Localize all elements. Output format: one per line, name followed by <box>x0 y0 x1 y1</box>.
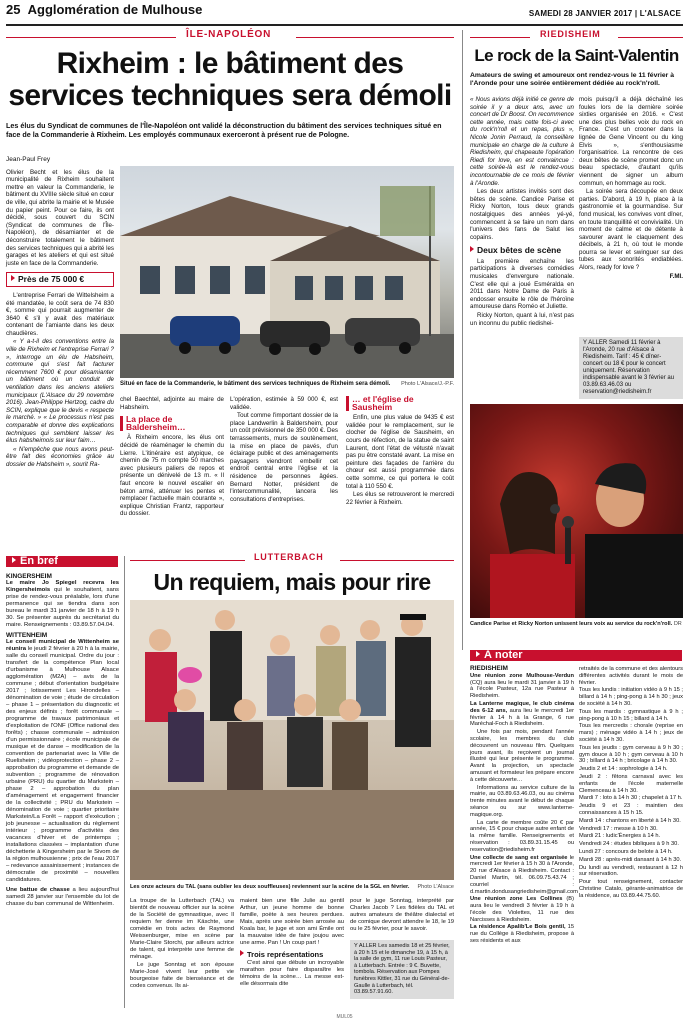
en-bref-column <box>6 573 119 909</box>
main-col2-p2: À Rixheim encore, les élus ont décidé de réaménager le chemin du Lierre. L'itinéraire est atypique, ce chemin de 75 m compte 50 marches avec plusieurs paliers de repos et présente un dénivelé de 13 m. « Il faut encore le nouvel escalier en béton armé, atténuer les pentes et remplacer l'actuelle main courante », explique Christian Frantz, rapporteur du dossier. <box>120 434 224 518</box>
schedule-intro: retraités de la commune et des alentours différentes activités durant le mois de février. <box>579 666 683 686</box>
right-col1-p1: « Nous avions déjà initié ce genre de soirée il y a deux ans, avec un concert de Dr Boost. On recommence cette année, mais cette fois-ci avec du rock'n'roll et un repas, plus », Nicole Jonin Perraud, la conseillère municipale en charge de la culture à Riedisheim, qui chapeaute l'opération Riedi for love, en est convaincue : cette soirée-là est le rendez-vous incontournable de ce mois de février à l'Aronde. <box>470 96 574 187</box>
section-title: Agglomération de Mulhouse <box>27 2 203 17</box>
bref-head-2: Le conseil municipal de Wittenheim se réunira <box>6 639 119 652</box>
bref-text-1: qui le souhaitent, sans prise de rendez-vous préalable, lors d'une permanence qui se tiendra dans son bureau le mardi 31 janvier de 18 h à 19 h 30. Se présenter auprès du secrétariat du maire. Renseignements : 03.89.57.04.04. <box>6 587 120 628</box>
bref-head-3: Une battue de chasse <box>6 887 70 893</box>
main-col2 <box>120 396 224 519</box>
main-col4 <box>346 396 454 507</box>
requiem-col1-p2: Le juge Sonntag et son épouse Marie-José vivent leur petite vie bourgeoise faite de bienséance et de codes convenus. Ils ai- <box>130 962 234 989</box>
a-noter-col2 <box>579 666 683 901</box>
page-header <box>6 2 203 17</box>
note-t-7: 15 rue du Collège à Riedisheim, propose à ses résidents et aux <box>470 924 574 945</box>
schedule-item: Jeudi 2 : fêtons carnaval avec les enfants de l'école maternelle Clemenceau à 14 h 30. <box>579 773 683 794</box>
requiem-caption-text: Les onze acteurs du TAL (sans oublier les deux souffleuses) reviennent sur la scène de la SGL en février. <box>130 884 410 890</box>
requiem-info-text: Y ALLER Les samedis 18 et 25 février, à 20 h 15 et le dimanche 19, à 15 h, à la salle de gym, 11 rue Louis Pasteur, à Lutterbach. Entrée : 9 €. Buvette, tombola. Réservation aux Pompes funèbres Kittler, 31 rue du Général-de-Gaulle à Lutterbach, tél. 03.89.57.91.60. <box>354 943 450 996</box>
main-col1-p3: « Y a-t-il des conventions entre la ville de Rixheim et l'entreprise Ferrari ? », interroge un élu de Habsheim, commune qui s'est fait facturer récemment 7600 € pour désamianter un bâtiment où un conduit de ventilation dans les anciens ateliers municipaux (L'Alsace du 29 novembre 2016). Jean-Philippe Hertzog, cadre du SCIN, explique que le devis « respecte le marché. » « Le processus n'est pas comparable et donne des explications techniques qui semblent laisser les élus habsheimois sur leur faim… <box>6 338 114 445</box>
actors-illustration <box>130 600 454 880</box>
en-bref-banner <box>6 556 118 567</box>
concert-photo <box>470 404 683 618</box>
main-col4-p1: Enfin, une plus value de 9435 € est validée pour le remplacement, sur le clocher de l'église de Sausheim, en cours de réfection, de la statue de saint Laurent, dont l'état de vétusté n'avait pas pu être constaté avant. La mise en peinture des façades de l'arrière du chœur est aussi programmée dans cette somme, ce qui portera le coût total à 110 550 €. <box>346 414 455 490</box>
schedule-item: Tous les mardis : gymnastique à 9 h ; ping-pong à 10 h 15 ; billard à 14 h. <box>579 708 683 722</box>
note-b-6: Une réunion zone Les Collines <box>470 896 563 903</box>
right-kicker-line-left <box>470 37 530 38</box>
schedule-item: Tous les jeudis : gym cerveau à 9 h 30 ; gym douce à 10 h ; gym cerveau à 10 h 30 ; billard à 14 h ; bricolage à 14 h 30. <box>579 744 683 765</box>
triangle-icon <box>11 275 15 281</box>
triangle-icon <box>240 950 244 956</box>
triangle-icon <box>12 557 16 563</box>
note-b-7: La résidence Apalib'Le Bois gentil, <box>470 924 566 931</box>
schedule-item: Jeudis 9 et 23 : maintien des connaissances à 15 h 15. <box>579 803 683 816</box>
page-footer: MUL05 <box>336 1014 353 1020</box>
note-b-5: Une collecte de sang est organisée <box>470 854 568 861</box>
bref-place-wittenheim: WITTENHEIM <box>6 632 48 639</box>
requiem-photo <box>130 600 454 880</box>
main-col3-p2: Tout comme l'important dossier de la place Landwerlin à Baldersheim, pour un coût prévisionnel de 350 000 €. Des terrassements, murs de soutènement, la mise en place de pavés, d'un éclairage public et des aménagements paysagers viendront embellir cet endroit central entre l'église et la résidence de personnes âgées. Bernard Notter, président de l'intercommunalité, lancera les consultations d'entreprises. <box>230 412 338 503</box>
a-noter-banner <box>470 650 682 661</box>
requiem-col1 <box>130 898 234 991</box>
triangle-icon <box>470 246 474 252</box>
schedule-item: Mardi 21 : ludic'Énergies à 14 h. <box>579 833 661 840</box>
note-t-6: (B) aura lieu le vendredi 3 février à 19 h à l'école des Violettes, 11 rue des Narcisses à Riedisheim. <box>470 896 574 923</box>
requiem-title: Un requiem, mais pour rire <box>153 569 431 595</box>
a-noter-col1 <box>470 665 578 946</box>
right-signature: F.MI. <box>669 272 683 280</box>
requiem-col2 <box>240 898 344 989</box>
requiem-col2-p1: maient bien une fille Julie au gentil Arthur, un jeune homme de bonne famille, poète à ses heures perdues. Mais, après une soirée bien arrosée au Koala bar, le juge et son ami Émile ont la mauvaise idée de faire joujou avec une arme. Pan ! Un coup part ! <box>240 898 344 946</box>
a-noter-title: À noter <box>484 649 523 661</box>
right-col2 <box>579 96 683 280</box>
right-info-box <box>579 337 683 399</box>
main-photo-caption <box>120 381 454 388</box>
main-photo-credit: Photo L'Alsace/J.-P.F. <box>401 381 454 387</box>
en-bref-title: En bref <box>20 555 58 567</box>
requiem-caption <box>130 884 454 891</box>
schedule-item: Lundi 27 : concours de belote à 14 h. <box>579 848 673 855</box>
right-sub <box>470 246 574 255</box>
right-col2-p2: La soirée sera découpée en deux parties. D'abord, à 19 h, place à la gastronomie et la gourmandise. Sur fond musical, les convives vont dîner, en toute tranquillité et convivialité. Un moment de calme et de détente à savourer avant le claquement des décibels, à 21 h, où tout le monde pourra se lever et swinguer sur des tubes aux sonorités endiablées. Alors, ready for love ? <box>579 188 683 272</box>
right-chapo: Amateurs de swing et amoureux ont rendez-vous le 11 février à l'Aronde pour une soirée entièrement dédiée au rock'n'roll. <box>470 72 674 87</box>
right-col2-p1: mois puisqu'il a déjà déchaîné les foules lors de la dernière soirée sixties organisée en 2016. « C'est une des plus belles voix du rock en France. C'est un crooner dans la lignée de Gene Vincent ou du king Elvis », s'enthousiasme l'organisatrice. La rencontre de ces deux bêtes de scène promet donc un beau spectacle, d'autant qu'ils viennent de signer un album commun, en hommage au rock. <box>579 96 683 187</box>
main-col4-p2: Les élus se retrouveront le mercredi 22 février à Rixheim. <box>346 491 454 506</box>
main-title-line1: Rixheim : le bâtiment des <box>56 47 404 80</box>
sub-baldersheim: La place de Baldersheim… <box>120 416 224 431</box>
bref-head-1: Le maire Jo Spiegel recevra les Kingersheimois <box>6 580 119 593</box>
schedule-item: Vendredi 24 : études bibliques à 9 h 30. <box>579 841 679 848</box>
page-number: 25 <box>6 2 21 17</box>
note-t-2: Une fois par mois, pendant l'année scolaire, les membres du club découvrent un nouveau film. Quelques jours avant, ils reçoivent un journal illustré qui leur présente le programme. Avant la projection, un spectacle amusant et formateur les prépare encore à cette découverte… <box>470 729 574 783</box>
right-col1-p2: Les deux artistes invités sont des bêtes de scène. Candice Parise et Ricky Norton, tous deux grands nostalgiques des années yé-yé, commencent à se faire un nom dans l'univers des fans de Salut les copains. <box>470 188 574 241</box>
main-title <box>6 48 454 112</box>
requiem-photo-credit: Photo L'Alsace <box>417 884 454 890</box>
sub-eglise: … et l'église de Sausheim <box>346 396 454 411</box>
main-col1-p4: « N'empêche que nous avons peut-être fait des économies grâce au dossier de Habsheim », sourit Ra- <box>6 445 114 468</box>
column-divider-left <box>124 556 125 1008</box>
bref-place-kingersheim: KINGERSHEIM <box>6 573 52 580</box>
requiem-info-box <box>350 940 454 999</box>
main-col3-p1: L'opération, estimée à 59 000 €, est validée. <box>230 396 338 411</box>
requiem-sub-text: Trois représentations <box>247 950 324 959</box>
right-info-text: Y ALLER Samedi 11 février à l'Aronde, 20 rue d'Alsace à Riedisheim. Tarif : 45 € dîner-concert ou 18 € pour le concert uniquement. Réservation indispensable avant le 3 février au 03.89.63.46.03 ou reservation@riedisheim.fr <box>583 340 675 395</box>
bref-text-2: le jeudi 2 février à 20 h à la mairie, salle du conseil municipal. Ordre du jour : transfert de la compétence Plan local d'urbanisme à Mulhouse Alsace agglomération (M2A) – avis de la commune ; début d'orientation budgétaire 2017 ; lotissement Les Hirondelles – dénomination de voie ; étude de circulation – phase 1 – présentation du diagnostic et des enjeux définis ; forêt communale – programme de travaux patrimoniaux et d'exploitation de l'ONF (Office national des forêts) ; chasse communale – admission d'un permissionnaire ; école municipale de musique et de danse – modification de la convention de partenariat avec la Ville de Ruelisheim ; vidéoprotection – phase 2 – approbation du programme et demande de subvention ; programme de rénovation urbaine (PRU) du quartier du Markstein – phase 2 – approbation du plan d'aménagement et engagement financier de la collectivité ; PRU du Markstein – dénomination de voie ; quartier prioritaire Markstein/La Forêt – rapport d'exécution ; job jeunesse – actualisation du règlement intérieur ; programme d'activités des vacances d'hiver et de printemps ; installations classées – implantation d'une déchetterie à Kingersheim par le Sivom de la région mulhousienne ; prix de l'eau 2017 – redevance assainissement ; instances de démocratie de proximité – nouvelles candidatures. <box>6 646 120 883</box>
right-col1 <box>470 96 574 328</box>
requiem-col1-p1: La troupe de la Lutterbach (TAL) va bientôt de nouveau officier sur la scène de la Société de gymnastique, avec Il requiem fer denne im Käschte, une comédie en trois actes de Raymond Weissenburger, mise en scène par Marie-Claire Storchi, par ailleurs actrice de talent, qui interprète une femme de ménage. <box>130 898 234 960</box>
note-t-1: aura lieu le mercredi 1er février à 14 h à la Grange, 6 rue Maréchal-Foch à Riedisheim. <box>470 707 574 728</box>
schedule-item: Tous les mercredis : chorale (reprise en mars) ; ménage vidéo à 14 h ; jeux de société à 14 h 30. <box>579 723 683 743</box>
requiem-kicker: LUTTERBACH <box>254 552 324 562</box>
main-col1-p2: L'entreprise Ferrari de Wittelsheim a été mandatée, le coût sera de 74 830 €, somme qui pourrait augmenter de 3640 € s'il y avait des matériaux contenant de l'amiante dans les deux chaudières. <box>6 291 114 337</box>
concert-caption-text: Candice Parise et Ricky Norton unissent leurs voix au service du rock'n'roll. <box>470 621 673 627</box>
schedule-item: Jeudis 2 et 14 : sophrologie à 14 h. <box>579 766 668 773</box>
right-col1-p3: La première enchaîne les participations à diverses comédies musicales d'envergure nationale. C'est elle qui a joué Esméralda en 2011 dans Notre Dame de Paris à endosser ensuite le rôle de l'héroïne amoureuse dans Roméo et Juliette. <box>470 257 574 311</box>
right-sub-text: Deux bêtes de scène <box>477 245 562 256</box>
note-t-3: Informations au service culture de la mairie, au 03.89.63.46.03, ou au cinéma trente minutes avant le début de chaque séance ou sur www.lanterne-magique.org. <box>470 784 574 818</box>
concert-caption <box>470 621 683 628</box>
column-divider-right <box>462 30 463 650</box>
kicker-line-left <box>6 37 176 38</box>
requiem-col3 <box>350 898 454 934</box>
box-pres-75000 <box>6 272 114 287</box>
requiem-sub <box>240 950 344 958</box>
main-byline: Jean-Paul Frey <box>6 156 51 163</box>
header-rule <box>6 24 683 26</box>
note-b-0: Une réunion zone Mulhouse-Verdun <box>470 672 574 679</box>
schedule-item: Mardi 14 : chantons en liberté à 14 h 30. <box>579 817 681 824</box>
kicker-line-right <box>296 37 454 38</box>
note-t-4: La carte de membre coûte 20 € par année, 15 € pour chaque autre enfant de la même famille. Renseignements et réservation : 03.89.31.15.45 ou reservation@riedisheim.fr <box>470 819 574 853</box>
note-t-5: le mercredi 1er février à 15 h 30 à l'Aronde, 20 rue d'Alsace à Riedisheim. Contact : Daniel Martin, tél. 06.09.75.43.74 ; courriel : d.martin.dondusangriedisheim@gmail.com <box>470 854 578 895</box>
note-t-0: (CQ) aura lieu le mardi 31 janvier à 19 h à l'école Pasteur, 12a rue Pasteur à Riedisheim. <box>470 679 574 700</box>
note-b-1: La Lanterne magique, le club cinéma des 6-12 ans, <box>470 700 574 714</box>
singers-illustration <box>470 404 683 618</box>
schedule-item: Pour tout renseignement, contacter Christine Catalo, gérante-animatrice de la résidence, au 03.89.44.75.60. <box>579 879 683 899</box>
requiem-col3-p1: pour le juge Sonntag, interprété par Charles Jacob ? Les fidèles du TAL et autres amateurs de théâtre dialectal et de comique devront attendre le 18, le 19 ou le 25 février, pour le savoir. <box>350 898 454 932</box>
right-title: Le rock de la Saint-Valentin <box>474 46 679 65</box>
requiem-kicker-line-left <box>130 560 245 561</box>
concert-photo-credit: DR <box>673 621 682 627</box>
schedule-item: Mardi 28 : après-midi dansant à 14 h 30. <box>579 856 682 863</box>
schedule-item: Vendredi 17 : messe à 10 h 30. <box>579 825 658 832</box>
main-col2-p1: chel Baechtel, adjointe au maire de Habsheim. <box>120 396 224 411</box>
right-kicker: RIEDISHEIM <box>540 29 601 39</box>
main-col3 <box>230 396 338 504</box>
main-photo <box>120 166 454 378</box>
schedule-item: Tous les lundis : initiation vidéo à 9 h 15 ; billard à 14 h ; ping-pong à 14 h 30 ; jeux de société à 14 h 30. <box>579 687 683 707</box>
header-date: SAMEDI 28 JANVIER 2017 | L'ALSACE <box>528 9 681 18</box>
triangle-icon <box>476 651 480 657</box>
main-chapo: Les élus du Syndicat de communes de l'Île-Napoléon ont validé la déconstruction du bâtiment des services techniques situé en face de la Commanderie à Rixheim. Les employés communaux exerceront à présent rue de Pologne. <box>6 121 442 139</box>
right-col1-p4: Ricky Norton, quant à lui, n'est pas un inconnu du public riedishei- <box>470 312 574 327</box>
main-kicker: ÎLE-NAPOLÉON <box>186 29 272 40</box>
requiem-col2-p2: C'est ainsi que débute un incroyable marathon pour faire disparaître les témoins de la scène… La messe est-elle désormais dite <box>240 960 344 987</box>
main-title-line2: services techniques sera démoli <box>8 79 452 112</box>
building-illustration <box>120 166 454 378</box>
main-col1-p1: Olivier Becht et les élus de la municipalité de Rixheim souhaitent mettre en valeur la Commanderie, le bâtiment du XVIIIe siècle situé en cœur de ville, qui abrite la mairie et le Musée du papier peint. Pour ce faire, ils ont décidé, sous couvert du SCIN (Syndicat de communes de l'Île-Napoléon), de désamianter et de déconstruire totalement le bâtiment des services techniques qui a abrité les garages et les ateliers et qui est situé juste en face de la Commanderie. <box>6 168 114 267</box>
main-photo-caption-text: Situé en face de la Commanderie, le bâtiment des services techniques de Rixheim sera démoli. <box>120 381 391 387</box>
box1-title: Près de 75 000 € <box>18 274 85 285</box>
bref-text-3: a lieu aujourd'hui samedi 28 janvier sur l'ensemble du lot de chasse du ban communal de Wittenheim. <box>6 887 119 907</box>
main-col1 <box>6 156 114 470</box>
a-noter-place: RIEDISHEIM <box>470 665 508 672</box>
requiem-kicker-line-right <box>340 560 454 561</box>
schedule-item: Mardi 7 : loto à 14 h 30 ; chapelet à 17 h. <box>579 795 683 802</box>
right-kicker-line-right <box>618 37 683 38</box>
schedule-item: Du lundi au vendredi, restaurant à 12 h sur réservation. <box>579 864 683 878</box>
